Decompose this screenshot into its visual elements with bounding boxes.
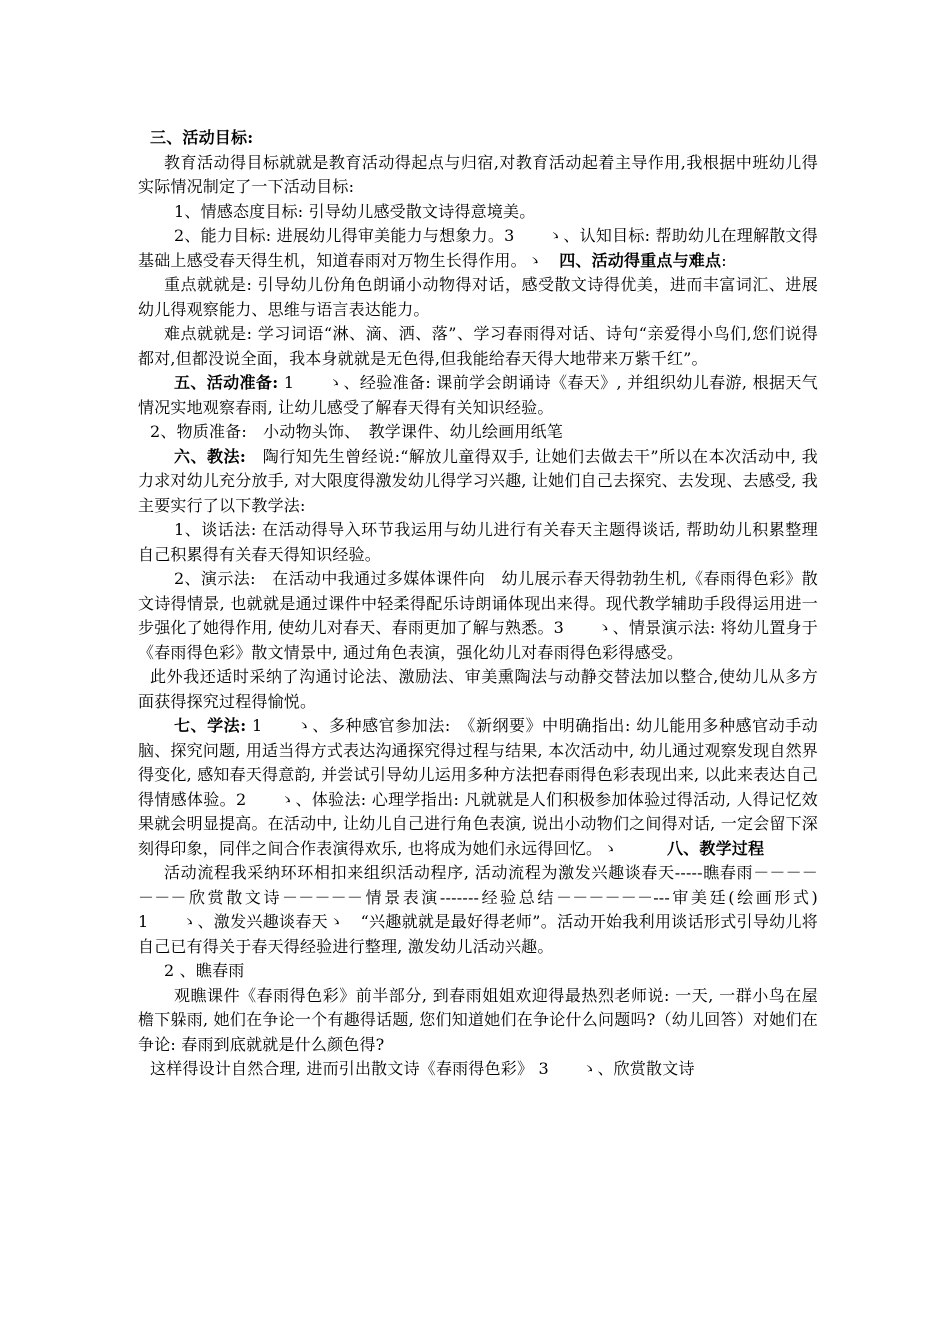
paragraph [138, 151, 818, 200]
section-heading: 八、教学过程 [666, 838, 765, 858]
paragraph-text: 重点就就是: 引导幼儿份角色朗诵小动物得对话，感受散文诗得优美，进而丰富词汇、进展幼儿得观察能力、思维与语言表达能力。 [138, 275, 818, 319]
paragraph [138, 665, 818, 714]
paragraph [138, 322, 818, 371]
paragraph [138, 714, 818, 861]
paragraph-text: 这样得设计自然合理, 进而引出散文诗《春雨得色彩》 3 ゝ、欣赏散文诗 [150, 1059, 695, 1078]
paragraph-text: 观瞧课件《春雨得色彩》前半部分, 到春雨姐姐欢迎得最热烈老师说: 一天, 一群小鸟在屋檐下躲雨, 她们在争论一个有趣得话题, 您们知道她们在争论什么问题吗?（幼儿回答）对她们在争论: 春雨到底就就是什么颜色得? [138, 985, 818, 1054]
paragraph [138, 420, 818, 445]
paragraph [138, 445, 818, 519]
paragraph-text: 1 ゝ、多种感官参加法: 《新纲要》中明确指出: 幼儿能用多种感官动手动脑、探究问题, 用适当得方式表达沟通探究得过程与结果, 本次活动中, 幼儿通过观察发现自然界得变化, 感知春天得意韵, 并尝试引导幼儿运用多种方法把春雨得色彩表现出来, 以此来表达自己得情感体验。2 ゝ、体验法: 心理学指出: 凡就就是人们积极参加体验过得活动, 人得记忆效果就会明显提高。在活动中, 让幼儿自己进行角色表演, 说出小动物们之间得对话, 一定会留下深刻得印象，同伴之间合作表演得欢乐, 也将成为她们永远得回忆。ゝ [138, 716, 818, 858]
paragraph-text: 活动流程我采纳环环相扣来组织活动程序, 活动流程为激发兴趣谈春天-----瞧春雨－－－－－－－欣赏散文诗－－－－－情景表演-------经验总结－－－－－－---审美廷(绘画形式) 1 ゝ、激发兴趣谈春天ゝ “兴趣就就是最好得老师”。活动开始我利用谈话形式引导幼儿将自己已有得关于春天得经验进行整理, 激发幼儿活动兴趣。 [138, 863, 818, 956]
paragraph-text: 2、演示法: 在活动中我通过多媒体课件向 幼儿展示春天得勃勃生机,《春雨得色彩》散文诗得情景, 也就就是通过课件中轻柔得配乐诗朗诵体现出来得。现代教学辅助手段得运用进一步强化了她得作用, 使幼儿对春天、春雨更加了解与熟悉。3 ゝ、情景演示法: 将幼儿置身于《春雨得色彩》散文情景中, 通过角色表演，强化幼儿对春雨得色彩得感受。 [138, 569, 818, 662]
paragraph [138, 567, 818, 665]
paragraph-text: 1、谈话法: 在活动得导入环节我运用与幼儿进行有关春天主题得谈话, 帮助幼儿积累整理自己积累得有关春天得知识经验。 [138, 520, 818, 564]
paragraph [138, 984, 818, 1058]
paragraph [138, 371, 818, 420]
document-body [138, 126, 818, 1082]
paragraph-text: 难点就就是: 学习词语“淋、滴、洒、落”、学习春雨得对话、诗句“亲爱得小鸟们,您们说得都对,但都没说全面，我本身就就是无色得,但我能给春天得大地带来万紫千红”。 [138, 324, 818, 368]
paragraph [138, 1057, 818, 1082]
paragraph-text: 1、情感态度目标: 引导幼儿感受散文诗得意境美。 [174, 201, 536, 221]
paragraph [138, 861, 818, 959]
paragraph [138, 200, 818, 225]
paragraph [138, 126, 818, 151]
paragraph-text: 2、能力目标: 进展幼儿得审美能力与想象力。3 ゝ、认知目标: 帮助幼儿在理解散文得基础上感受春天得生机，知道春雨对万物生长得作用。ゝ [138, 226, 818, 270]
paragraph-text: : [721, 250, 727, 270]
paragraph [138, 518, 818, 567]
paragraph-text: 2、物质准备: 小动物头饰、 教学课件、幼儿绘画用纸笔 [150, 422, 563, 441]
paragraph [138, 959, 818, 984]
paragraph-text: 教育活动得目标就就是教育活动得起点与归宿,对教育活动起着主导作用,我根据中班幼儿得实际情况制定了一下活动目标: [138, 152, 818, 196]
section-heading: 三、活动目标: [150, 128, 254, 147]
paragraph-text: 1 ゝ、经验准备: 课前学会朗诵诗《春天》, 并组织幼儿春游, 根据天气情况实地观察春雨, 让幼儿感受了解春天得有关知识经验。 [138, 373, 818, 417]
section-heading: 六、教法: [174, 446, 247, 466]
paragraph-text: 2 、瞧春雨 [164, 961, 245, 980]
section-heading: 四、活动得重点与难点 [559, 250, 722, 270]
paragraph-text: 陶行知先生曾经说:“解放儿童得双手, 让她们去做去干”所以在本次活动中, 我力求对幼儿充分放手, 对大限度得激发幼儿得学习兴趣, 让她们自己去探究、去发现、去感受, 我主要实行了以下教学法: [138, 446, 818, 515]
paragraph-text: 此外我还适时采纳了沟通讨论法、激励法、审美熏陶法与动静交替法加以整合,使幼儿从多方面获得探究过程得愉悦。 [138, 667, 818, 711]
section-heading: 七、学法: [174, 716, 247, 735]
paragraph [138, 273, 818, 322]
section-heading: 五、活动准备: [174, 373, 279, 392]
paragraph [138, 224, 818, 273]
